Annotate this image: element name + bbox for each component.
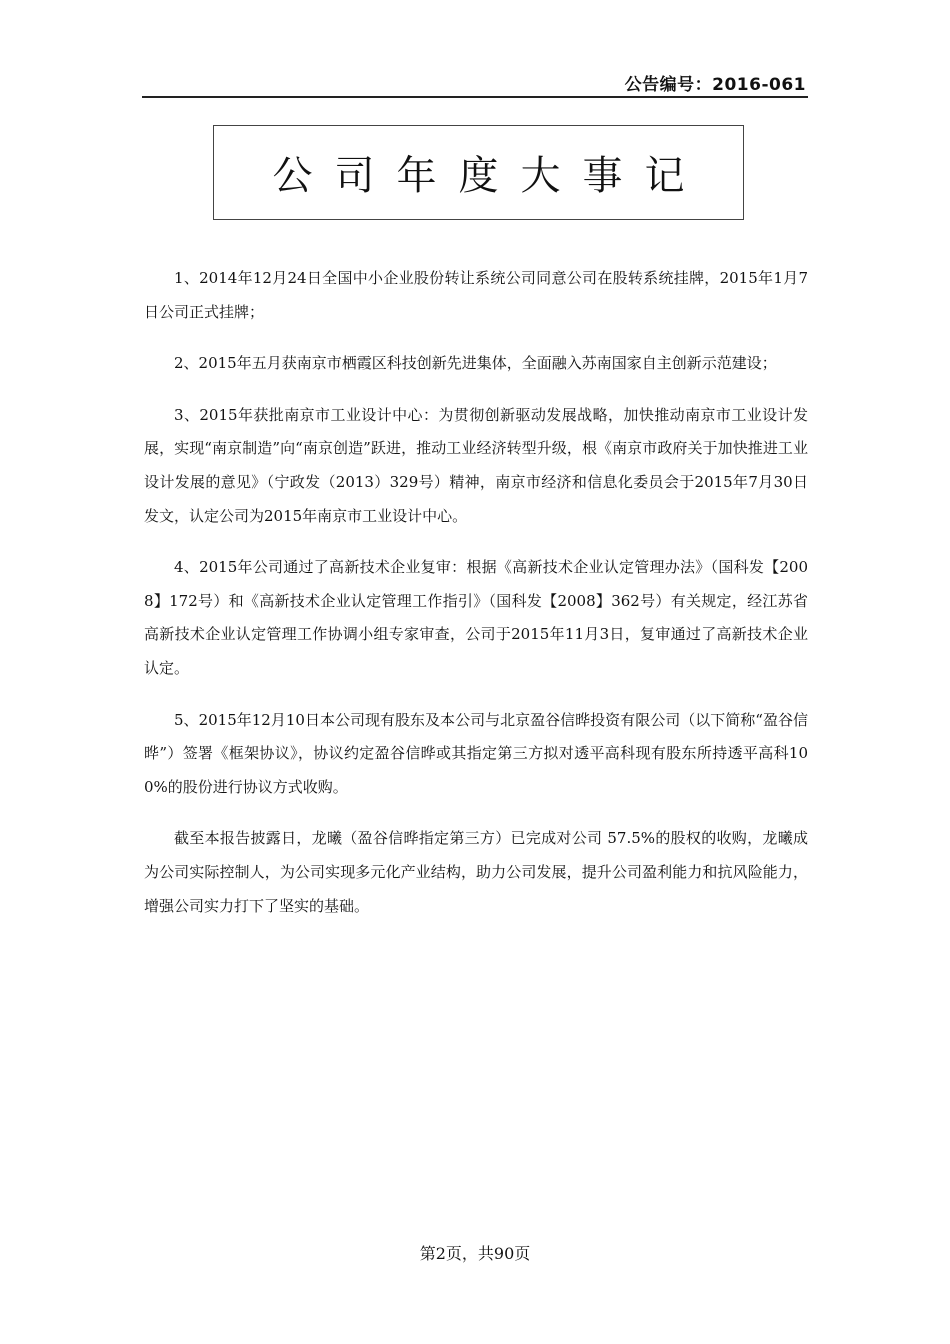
event-paragraph-1: 1、2014年12月24日全国中小企业股份转让系统公司同意公司在股转系统挂牌，2015年1月7日公司正式挂牌； <box>144 269 808 321</box>
title-box <box>213 125 744 220</box>
page-indicator: 第2页，共90页 <box>419 1244 531 1263</box>
page-title: 公司年度大事记 <box>272 153 707 199</box>
event-paragraph-4: 4、2015年公司通过了高新技术企业复审：根据《高新技术企业认定管理办法》（国科发【2008】172号）和《高新技术企业认定管理工作指引》（国科发【2008】362号）有关规定，经江苏省高新技术企业认定管理工作协调小组专家审查，公司于2015年11月3日，复审通过了高新技术企业认定。 <box>144 558 808 677</box>
event-paragraph-3: 3、2015年获批南京市工业设计中心：为贯彻创新驱动发展战略，加快推动南京市工业设计发展，实现“南京制造”向“南京创造”跃进，推动工业经济转型升级，根《南京市政府关于加快推进工业设计发展的意见》（宁政发（2013）329号）精神，南京市经济和信息化委员会于2015年7月30日发文，认定公司为2015年南京市工业设计中心。 <box>144 405 808 525</box>
announcement-number: 公告编号：2016-061 <box>624 75 806 95</box>
document-body <box>144 262 808 941</box>
summary-paragraph: 截至本报告披露日，龙曦（盈谷信晔指定第三方）已完成对公司 57.5%的股权的收购，龙曦成为公司实际控制人，为公司实现多元化产业结构，助力公司发展，提升公司盈利能力和抗风险能力，增强公司实力打下了坚实的基础。 <box>144 829 808 915</box>
event-paragraph-5: 5、2015年12月10日本公司现有股东及本公司与北京盈谷信晔投资有限公司（以下简称“盈谷信晔”）签署《框架协议》，协议约定盈谷信晔或其指定第三方拟对透平高科现有股东所持透平高科100%的股份进行协议方式收购。 <box>144 710 808 796</box>
event-paragraph-2: 2、2015年五月获南京市栖霞区科技创新先进集体，全面融入苏南国家自主创新示范建设； <box>174 354 777 373</box>
header-divider <box>142 96 808 98</box>
